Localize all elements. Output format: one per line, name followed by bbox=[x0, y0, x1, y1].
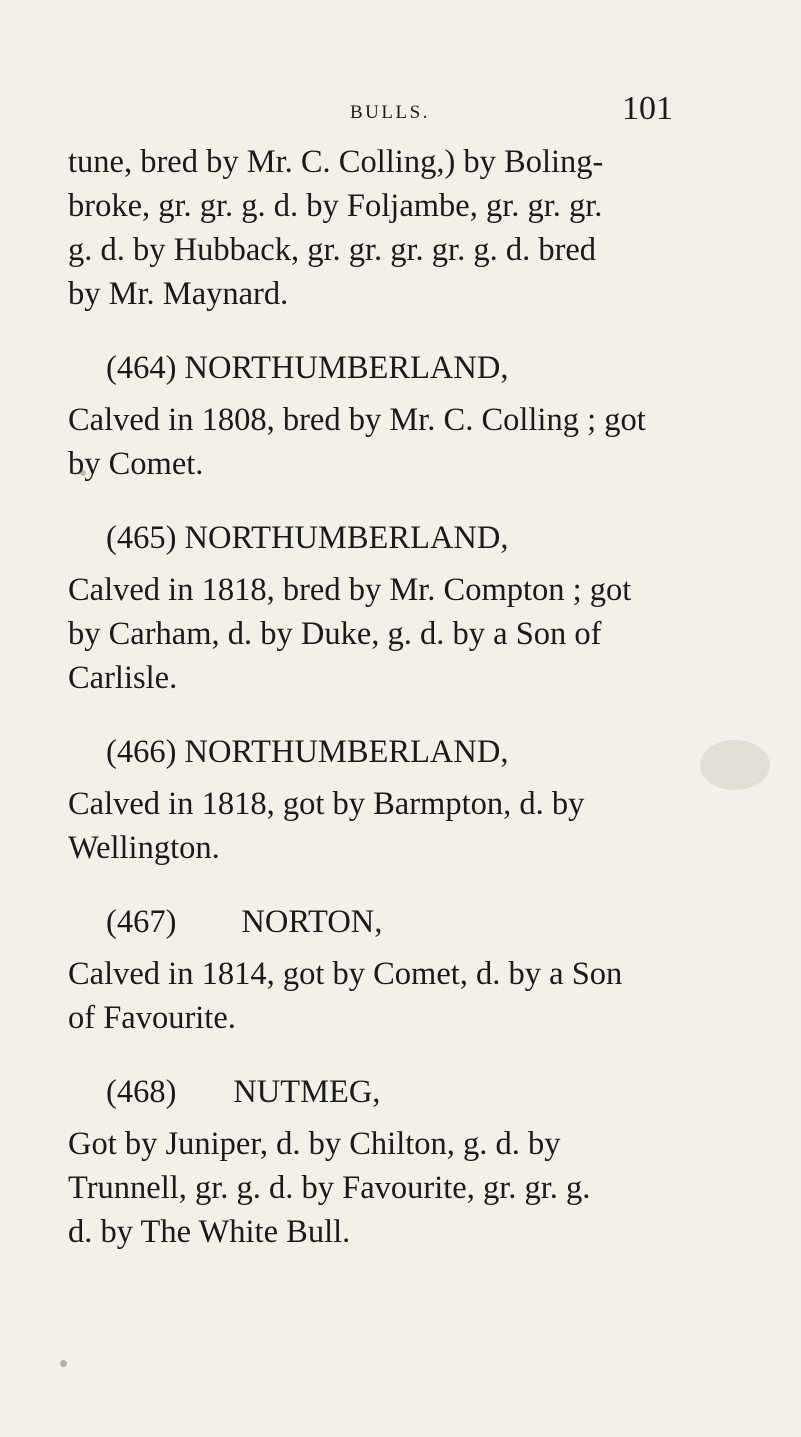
entry-paragraph bbox=[68, 782, 718, 870]
text-line: Wellington. bbox=[68, 830, 220, 866]
text-line: by Mr. Maynard. bbox=[68, 276, 289, 312]
text-line: Calved in 1808, bred by Mr. C. Colling ; got bbox=[68, 402, 646, 438]
text-line: Calved in 1818, bred by Mr. Compton ; got bbox=[68, 572, 632, 608]
entry-paragraph bbox=[68, 398, 718, 486]
entry-paragraph bbox=[68, 1122, 718, 1254]
text-line: g. d. by Hubback, gr. gr. gr. gr. g. d. bred bbox=[68, 232, 597, 268]
continuation-paragraph bbox=[68, 140, 718, 316]
text-line: Carlisle. bbox=[68, 660, 178, 696]
text-line: Calved in 1814, got by Comet, d. by a Son bbox=[68, 956, 623, 992]
page-number: 101 bbox=[622, 90, 673, 127]
text-line: Got by Juniper, d. by Chilton, g. d. by bbox=[68, 1126, 561, 1162]
entry-heading: (465) NORTHUMBERLAND, bbox=[106, 520, 509, 556]
text-line: by Carham, d. by Duke, g. d. by a Son of bbox=[68, 616, 602, 652]
entry-heading: (467) NORTON, bbox=[106, 904, 383, 940]
entry-paragraph bbox=[68, 952, 718, 1040]
entry-heading: (464) NORTHUMBERLAND, bbox=[106, 350, 509, 386]
entry-heading: (466) NORTHUMBERLAND, bbox=[106, 734, 509, 770]
text-line: Calved in 1818, got by Barmpton, d. by bbox=[68, 786, 585, 822]
running-title: BULLS. bbox=[350, 102, 430, 123]
body-text bbox=[68, 140, 718, 1254]
text-line: by Comet. bbox=[68, 446, 204, 482]
text-line: broke, gr. gr. g. d. by Foljambe, gr. gr. gr. bbox=[68, 188, 603, 224]
text-line: of Favourite. bbox=[68, 1000, 236, 1036]
paper-stain bbox=[60, 1360, 67, 1367]
running-head bbox=[0, 88, 801, 128]
entry-heading: (468) NUTMEG, bbox=[106, 1074, 381, 1110]
text-line: tune, bred by Mr. C. Colling,) by Boling- bbox=[68, 144, 604, 180]
text-line: d. by The White Bull. bbox=[68, 1214, 351, 1250]
entry-paragraph bbox=[68, 568, 718, 700]
text-line: Trunnell, gr. g. d. by Favourite, gr. gr. g. bbox=[68, 1170, 591, 1206]
paper-stain bbox=[700, 740, 770, 790]
paper-stain bbox=[80, 470, 86, 476]
